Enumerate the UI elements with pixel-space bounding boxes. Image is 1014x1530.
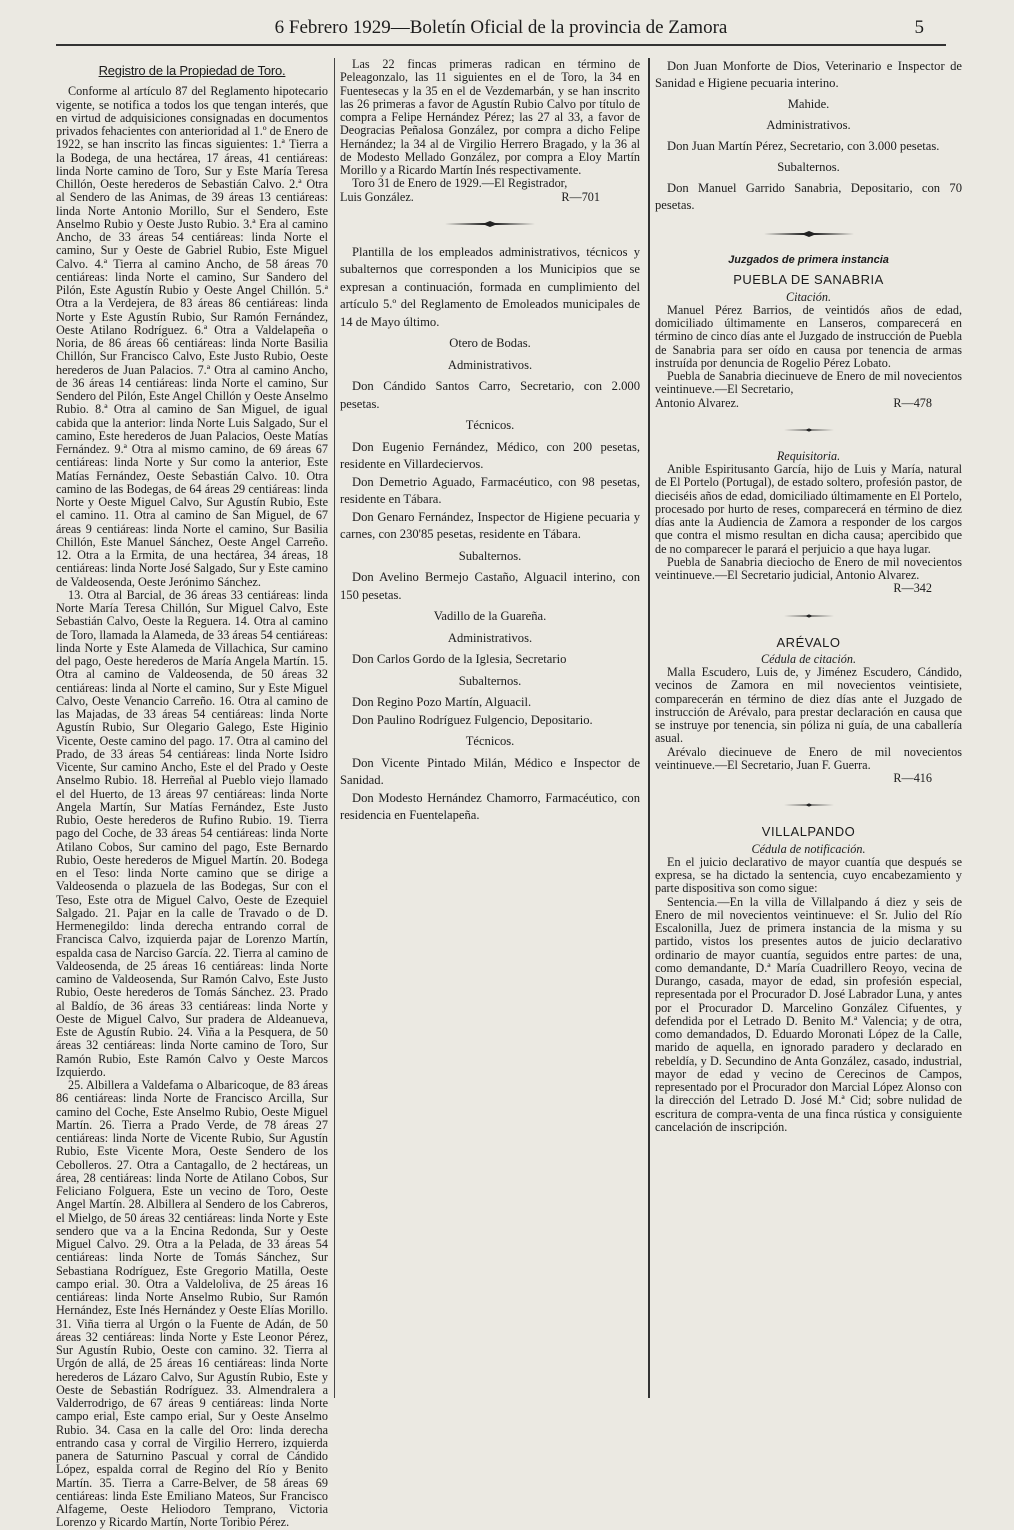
plantilla-entry-s3: Don Paulino Rodríguez Fulgencio, Depositario.: [352, 712, 593, 727]
header-title: 6 Febrero 1929—Boletín Oficial de la provincia de Zamora: [274, 17, 728, 38]
plantilla-entry-t2: Don Demetrio Aguado, Farmacéutico, con 98 pesetas, residente en Tábara.: [340, 474, 640, 507]
plantilla-town-otero: Otero de Bodas.: [449, 336, 531, 351]
plantilla-sub-heading-3: Subalternos.: [777, 160, 840, 174]
citacion-date: Puebla de Sanabria diecinueve de Enero de mil novecientos veintinueve.—El Secretario,: [655, 369, 962, 397]
plantilla-entry-t4: Don Vicente Pintado Milán, Médico e Inspector de Sanidad.: [340, 755, 640, 788]
plantilla-admin-heading-1: Administrativos.: [447, 357, 533, 372]
arevalo-signature: [655, 772, 962, 785]
plantilla-entry-s2: Don Regino Pozo Martín, Alguacil.: [352, 695, 532, 710]
registro-ref: R—701: [561, 189, 600, 204]
plantilla-town-mahide: Mahide.: [787, 97, 830, 111]
plantilla-entry-t3: Don Genaro Fernández, Inspector de Higiene pecuaria y carnes, con 230'85 pesetas, residente en Tábara.: [340, 509, 640, 542]
citacion-heading: Citación.: [785, 289, 832, 304]
column-2: [340, 58, 640, 1398]
column-3: [655, 58, 962, 1398]
villalpando-heading: VILLALPANDO: [761, 824, 856, 840]
column-divider-1: [334, 58, 335, 1398]
plantilla-entry-s1: Don Avelino Bermejo Castaño, Alguacil interino, con 150 pesetas.: [340, 570, 640, 602]
registro-paragraph-3: 25. Albillera a Valdefama o Albaricoque, de 83 áreas 86 centiáreas: linda Norte de Francisco Arcilla, Sur camino del Coche, Este Anselmo Rubio, Oeste Miguel Martín. 26. Tierra a Prado Verde, de 78 áreas 27 centiáreas: linda Norte de Vicente Rubio, Sur Agustín Rubio, Este Vicente Mora, Oeste Sendero de los Cebolleros. 27. Otra a Cantagallo, de 2 hectáreas, un área, 28 centiáreas: linda Norte de Atilano Cobos, Sur Feliciano Folguera, Este un vecino de Toro, Oeste Angel Martín. 28. Albillera al Sendero de los Cabreros, el Mielgo, de 50 áreas 32 centiáreas: linda Norte y Este sendero que va a la Encina Redonda, Sur y Oeste Miguel Calvo. 29. Otra a la Pelada, de 33 áreas 54 centiáreas: linda Norte de Tomás Sánchez, Sur Sebastiana Rodríguez, Este Gregorio Matilla, Oeste campo erial. 30. Otra a Valdeloliva, de 25 áreas 16 centiáreas: linda Norte Anselmo Rubio, Sur Ramón Hernández, Este Inés Hernández y Oeste Elías Morillo. 31. Viña tierra al Urgón o la Fuente de Adán, de 50 áreas 32 centiáreas: linda Norte y Este Leonor Pérez, Sur Agustín Rubio, Oeste con camino. 32. Tierra al Urgón de allá, de 25 áreas 16 centiáreas: linda Norte herederos de Lázaro Calvo, Sur Agustín Rubio, Este y Oeste de Sebastián Rodríguez. 33. Almendralera a Valderrodrigo, de 67 áreas 9 centiáreas: linda Norte campo erial, Este campo erial, Sur y Oeste Anselmo Rubio. 34. Casa en la calle del Oro: linda derecha entrando casa y corral de Virgilio Herrero, izquierda panera de Saturnino Pascual y corral de Cándido López, espalda corral de Regino del Río y Benito Martín. 35. Tierra a Carre-Belver, de 58 áreas 69 centiáreas: linda Este Emiliano Mateos, Sur Francisco Alfageme, Oeste Heliodoro Temprano, Victoria Lorenzo y Ricardo Martín, Norte Toribio Pérez.: [56, 1078, 328, 1530]
column-1: [56, 58, 328, 1530]
villalpando-sentencia: Sentencia.—En la villa de Villalpando á diez y seis de Enero de mil novecientos veintinueve: el Sr. Julio del Río Escalonilla, Juez de primera instancia de la misma y su partido, vistos los presentes autos de juicio declarativo ordinario de mayor cuantía, seguidos entre partes: de una, como demandante, D.ª María Cuadrillero Reoyo, vecina de Durango, casada, mayor de edad, sin profesión especial, representada por el Procurador D. José Labrador Luna, y antes por el Procurador D. Marcelino González Cifuentes, y defendida por el Letrado D. Benito M.ª Valencia; y de otra, como demandados, D. Eduardo Moronati López de la Calle, marido de aquella, en ignorado paradero y declarado en rebeldía, y D. Secundino de Anta González, casado, industrial, mayor de edad y vecino de Cerecinos de Campos, representado por el Procurador don Marcial López Alonso con la dirección del Letrado D. José M.ª Cid; sobre nulidad de escritura de compra-venta de una finca rústica y consiguiente cancelación de inscripción.: [655, 894, 962, 1134]
plantilla-intro: Plantilla de los empleados administrativos, técnicos y subalternos que corresponden a los Municipios que se expresan a continuación, formada en cumplimiento del artículo 5.º del Reglamento de Emoleados municipales de 14 de Mayo último.: [340, 244, 640, 329]
registro-signer: Luis González.: [340, 189, 414, 204]
plantilla-section: [340, 244, 640, 825]
plantilla-sub-heading-1: Subalternos.: [458, 548, 522, 563]
registro-signature: [340, 191, 640, 204]
requisitoria-text: Anible Espiritusanto García, hijo de Luis y María, natural de El Portelo (Portugal), de estado soltero, profesión pastor, de dieciséis años de edad, domiciliado últimamente en El Portelo, procesado por hurto de reses, comparecerá en término de diez días ante la Audiencia de Zamora a responder de los cargos que contra el mismo resultan en dicha causa; apercibido que de no comparecer le parará el perjuicio a que haya lugar.: [655, 462, 962, 556]
separator-ornament-2: [764, 230, 854, 238]
plantilla-admin-heading-2: Administrativos.: [447, 630, 533, 645]
separator-ornament: [445, 220, 535, 228]
requisitoria-date: Puebla de Sanabria dieciocho de Enero de mil novecientos veintinueve.—El Secretario judicial, Antonio Alvarez.: [655, 554, 962, 582]
plantilla-town-vadillo: Vadillo de la Guareña.: [433, 609, 547, 624]
cedula-notificacion-heading: Cédula de notificación.: [751, 841, 866, 856]
plantilla-sub-heading-2: Subalternos.: [458, 673, 522, 688]
plantilla-entry-s4: Don Manuel Garrido Sanabria, Depositario, con 70 pesetas.: [655, 181, 962, 212]
page-header: [56, 14, 946, 42]
registro-paragraph-4: Las 22 fincas primeras radican en término de Peleagonzalo, las 11 siguientes en el de Toro, la 34 en Fuentesecas y la 35 en el de Vezdemarbán, y se han inscrito las 26 primeras a favor de Agustín Rubio Calvo por título de compra a Felipe Hernández Pérez; las 27 al 33, a favor de Deogracias Peñalosa González, por compra a dicho Felipe Hernández; la 34 al de Virgilio Herrero Bragado, y la 36 al de Modesto Mellado González, por compra a Eloy Martín Morillo y a Ricardo Martín Inés respectivamente.: [340, 57, 640, 177]
juzgados-heading: Juzgados de primera instancia: [728, 254, 889, 266]
plantilla-entry-a3: Don Juan Martín Pérez, Secretario, con 3.000 pesetas.: [667, 139, 940, 153]
plantilla-entry-t1: Don Eugenio Fernández, Médico, con 200 pesetas, residente en Villardeciervos.: [340, 439, 640, 472]
requisitoria-signature: [655, 582, 962, 595]
puebla-heading: PUEBLA DE SANABRIA: [733, 272, 884, 288]
cedula-citacion-heading: Cédula de citación.: [760, 651, 857, 666]
registro-paragraph-2: 13. Otra al Barcial, de 36 áreas 33 centiáreas: linda Norte María Teresa Chillón, Sur Miguel Calvo, Este Sebastián Calvo, Oeste la Reguera. 14. Otra al camino de Toro, llamada la Alameda, de 33 áreas 54 centiáreas: linda Norte y Este Alameda de Villachica, Sur camino del pago, Oeste herederos de María Angela Martín. 15. Otra al camino de Valdeosenda, de 50 áreas 32 centiáreas: linda al Norte el camino, Sur y Este Miguel Calvo, Oeste Venancio Carreño. 16. Otra al camino de las Majadas, de 33 áreas 54 centiáreas: linda Norte Agustín Rubio, Sur Olegario Galego, Este Higinio Vicente, Oeste camino del pago. 17. Otra al camino del Prado, de 33 áreas 54 centiáreas: linda Norte Isidro Vicente, Sur camino Ancho, Este el del Prado y Oeste Anselmo Rubio. 18. Herreñal al Pueblo viejo llamado el del Huerto, de 13 áreas 97 centiáreas: linda Norte Angela Martín, Sur Matías Fernández, Este Justo Rubio, Oeste herederos de Rufino Rubio. 19. Tierra pago del Coche, de 33 áreas 54 centiáreas: linda Norte Atilano Cobos, Sur camino del pago, Este Bernardo Rubio, Oeste herederos de Miguel Martín. 20. Bodega en el Teso: linda Norte camino que se dirige a Valdeosenda o plazuela de las Bodegas, Sur con el Teso, Este otra de Miguel Calvo, Oeste de Ezequiel Salgado. 21. Pajar en la calle de Travado o de D. Hermenegildo: linda derecha entrando corral de Francisca Calvo, izquierda pajar de Lorenzo Martín, espalda casa de Narciso García. 22. Tierra al camino de Valdeosenda, de 25 áreas 16 centiáreas: linda Norte camino de Valdeosenda, Sur Ramón Calvo, Este Justo Rubio, Oeste herederos de Tomás Sánchez. 23. Prado al Baldío, de 36 áreas 33 centiáreas: linda Norte y Oeste de Miguel Calvo, Sur pradera de Aldeanueva, Este de Agustín Rubio. 24. Viña a la Pesquera, de 50 áreas 32 centiáreas: linda Norte camino de Toro, Sur Ramón Rubio, Este Ramón Calvo y Oeste Marcos Izquierdo.: [56, 587, 328, 1079]
arevalo-date: Arévalo diecinueve de Enero de mil novecientos veintinueve.—El Secretario, Juan F. Guerra.: [655, 744, 962, 772]
requisitoria-ref: R—342: [893, 581, 932, 596]
plantilla-entry-t5: Don Modesto Hernández Chamorro, Farmacéutico, con residencia en Fuentelapeña.: [340, 790, 640, 823]
separator-ornament-3: [784, 426, 834, 434]
requisitoria-heading: Requisitoria.: [776, 448, 841, 463]
citacion-signature: [655, 397, 962, 410]
villalpando-text: En el juicio declarativo de mayor cuantía que después se expresa, se ha dictado la sentencia, cuyo encabezamiento y parte dispositiva son como sigue:: [655, 854, 962, 896]
plantilla-admin-heading-3: Administrativos.: [766, 118, 851, 132]
citacion-ref: R—478: [893, 395, 932, 410]
citacion-signer: Antonio Alvarez.: [655, 395, 739, 410]
header-rule: [56, 44, 946, 46]
plantilla-entry-a1: Don Cándido Santos Carro, Secretario, con 2.000 pesetas.: [340, 379, 640, 411]
page-number: 5: [914, 17, 924, 38]
registro-title: Registro de la Propiedad de Toro.: [98, 63, 286, 78]
citacion-text: Manuel Pérez Barrios, de veintidós años de edad, domiciliado últimamente en Lanseros, comparecerá en término de cinco días ante el Juzgado de instrucción de Puebla de Sanabria para ser oído en causa por tenencia de armas instruída por denuncia de Rogelio Pérez Lobato.: [655, 302, 962, 370]
arevalo-text: Malla Escudero, Luis de, y Jiménez Escudero, Cándido, vecinos de Zamora en mil novecientos veintisiete, comparecerán en término de diez días ante el Juzgado de instrucción de Arévalo, para prestar declaración en causa que se instruye por tenencia, sin póliza ni guía, de una caballería asual.: [655, 665, 962, 746]
arevalo-heading: ARÉVALO: [776, 634, 841, 650]
plantilla-tec-heading-1: Técnicos.: [465, 418, 515, 433]
registro-paragraph-1: Conforme al artículo 87 del Reglamento hipotecario vigente, se notifica a todos los que tengan interés, que en virtud de adquisiciones consignadas en documentos privados fehacientes con anterioridad al 1.º de Enero de 1922, se han inscrito las fincas siguientes: 1.ª Tierra a la Bodega, de una hectárea, 17 áreas, 41 centiáreas: linda Norte camino de Toro, Sur y Este María Teresa Chillón, Oeste herederos de Sebastián Calvo. 2.ª Otra al Sendero de las Animas, de 39 áreas 13 centiáreas: linda Norte Antonio Morillo, Sur el Sendero, Este Anselmo Rubio y Oeste Justo Rubio. 3.ª Era al camino Ancho, de 33 áreas 54 centiáreas: linda Norte el camino, Sur y Oeste de Gabriel Rubio, Este Miguel Calvo. 4.ª Tierra al camino Ancho, de 58 áreas 70 centiáreas: linda Norte el camino, Sur Sandero del Pilón, Este Agustín Rubio y Oeste Angel Chillón. 5.ª Otra a la Verdejera, de 83 áreas 86 centiáreas: linda Norte y Este Agustín Rubio, Sur Ramón Fernández, Oeste Atilano Rodríguez. 6.ª Otra a Valdelapeña o Noria, de 86 áreas 66 centiáreas: linda Norte Basilia Chillón, Sur Francisco Calvo, Este Justo Rubio, Oeste herederos de Juan Palacios. 7.ª Otra al camino Ancho, de 36 áreas 14 centiáreas: linda Norte el camino, Sur Sendero del Pilón, Este Angel Chillón y Oeste Anselmo Rubio. 8.ª Otra al camino de San Miguel, de igual cabida que la anterior: linda Norte Luis Salgado, Sur el camino, Este herederos de Juan Palacios, Oeste Matías Fernández. 9.ª Otra al mismo camino, de 69 áreas 67 centiáreas: linda Norte y Sur como la anterior, Este Matías Fernández, Oeste Sebastián Calvo. 10. Otra camino de las Bodegas, de 64 áreas 29 centiáreas: linda Norte y Oeste Miguel Calvo, Sur Agustín Rubio, Este el camino. 11. Otra al camino de San Miguel, de 67 áreas 9 centiáreas: linda Norte el camino, Sur Basilia Chillón, Este Manuel Sánchez, Oeste Angel Carreño. 12. Otra a la Ermita, de una hectárea, 34 áreas, 18 centiáreas: linda Norte José Salgado, Sur y Este camino de Valdeosenda, Oeste Jerónimo Sánchez.: [56, 84, 328, 589]
column-divider-2: [648, 58, 650, 1398]
separator-ornament-4: [784, 612, 834, 620]
plantilla-entry-t6: Don Juan Monforte de Dios, Veterinario e Inspector de Sanidad e Higiene pecuaria interino.: [655, 59, 962, 90]
arevalo-ref: R—416: [893, 771, 932, 785]
registro-date: Toro 31 de Enero de 1929.—El Registrador,: [352, 176, 568, 191]
plantilla-entry-a2: Don Carlos Gordo de la Iglesia, Secretario: [352, 652, 567, 667]
plantilla-tec-heading-2: Técnicos.: [465, 734, 515, 749]
separator-ornament-5: [784, 801, 834, 809]
